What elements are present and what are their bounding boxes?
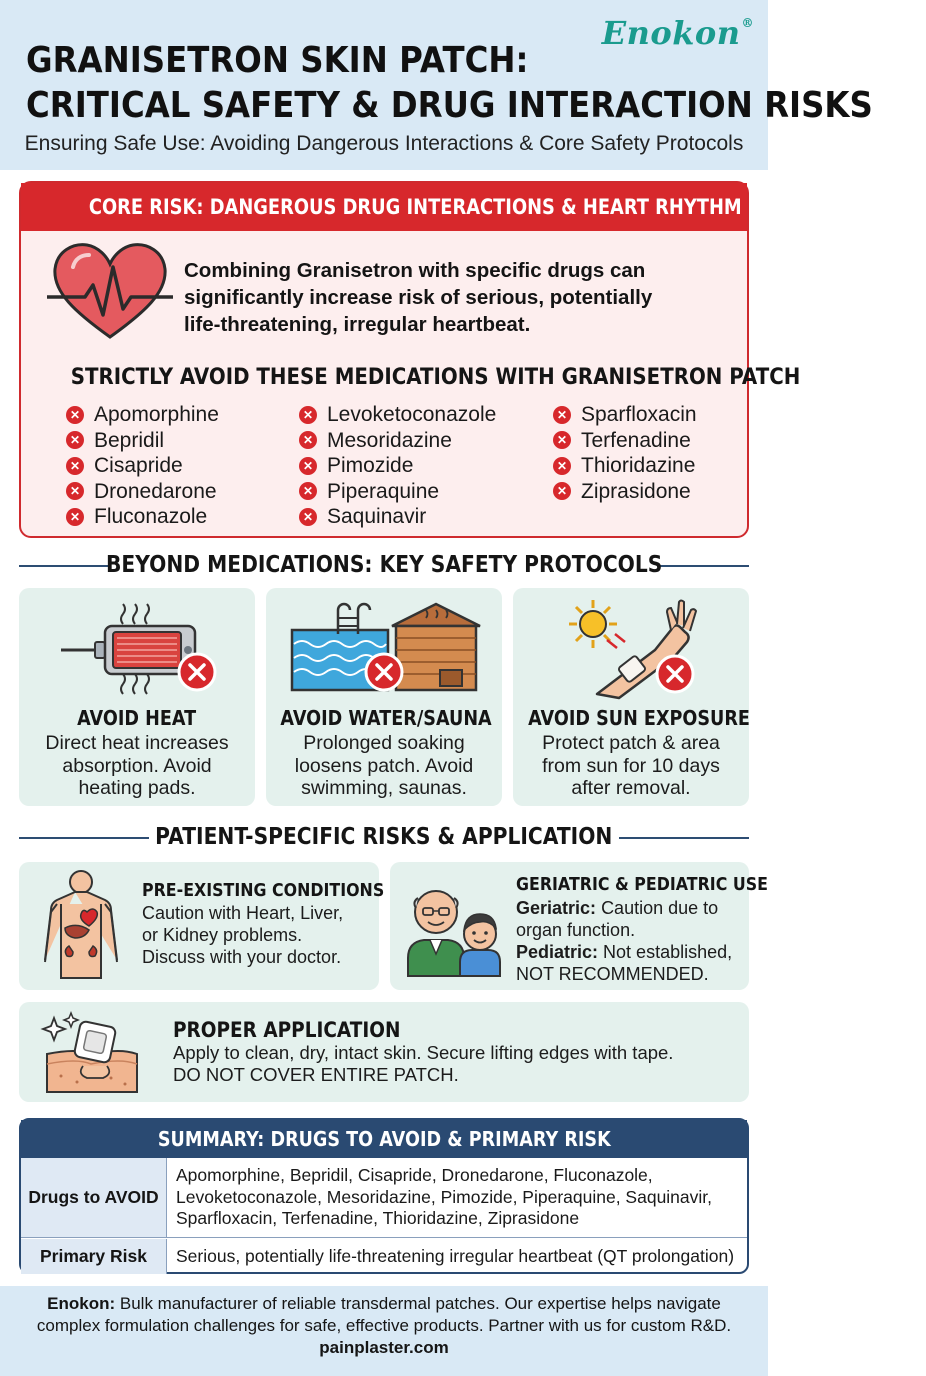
card-text-line: Direct heat increases bbox=[45, 732, 229, 754]
medication-item: ✕ Cisapride bbox=[66, 453, 219, 479]
avoid-sun-card bbox=[513, 588, 749, 806]
sun-arm-icon bbox=[563, 594, 703, 700]
geriatric-pediatric-title: GERIATRIC & PEDIATRIC USE bbox=[516, 874, 768, 895]
pool-sauna-icon bbox=[288, 596, 482, 700]
primary-risk-value: Serious, potentially life-threatening irregular heartbeat (QT prolongation) bbox=[176, 1246, 735, 1266]
card-text-line: Discuss with your doctor. bbox=[142, 947, 342, 967]
proper-application-text bbox=[173, 1042, 673, 1086]
medication-item: ✕ Pimozide bbox=[299, 453, 496, 479]
x-circle-icon: ✕ bbox=[299, 431, 317, 449]
primary-risk-label: Primary Risk bbox=[21, 1239, 167, 1274]
card-text-line: heating pads. bbox=[78, 777, 196, 799]
table-cell-line: Apomorphine, Bepridil, Cisapride, Dronedarone, Fluconazole, bbox=[176, 1165, 653, 1185]
header-banner bbox=[0, 0, 873, 170]
table-cell-line: Levoketoconazole, Mesoridazine, Pimozide, Piperaquine, Saquinavir, bbox=[176, 1186, 713, 1207]
medication-item: ✕ Levoketoconazole bbox=[299, 402, 496, 428]
core-risk-text-line: life-threatening, irregular heartbeat. bbox=[184, 313, 531, 336]
footer-line-1 bbox=[0, 1293, 768, 1315]
card-text-line: Prolonged soaking bbox=[303, 732, 465, 754]
pediatric-text-cont: NOT RECOMMENDED. bbox=[516, 964, 709, 984]
pre-existing-conditions-card bbox=[19, 862, 385, 990]
core-risk-text-line: significantly increase risk of serious, potentially bbox=[184, 286, 653, 309]
medication-item: ✕ Bepridil bbox=[66, 428, 219, 454]
summary-table bbox=[19, 1118, 749, 1274]
core-risk-text-line: Combining Granisetron with specific drugs can bbox=[184, 259, 646, 282]
proper-application-title: PROPER APPLICATION bbox=[173, 1018, 401, 1042]
patient-section-heading bbox=[19, 822, 749, 852]
medication-item: ✕ Piperaquine bbox=[299, 479, 496, 505]
pediatric-text: Not established, bbox=[603, 942, 733, 962]
heating-pad-icon bbox=[55, 598, 220, 698]
card-text-line: Apply to clean, dry, intact skin. Secure lifting edges with tape. bbox=[173, 1042, 674, 1063]
card-text-line: Caution with Heart, Liver, bbox=[142, 903, 344, 923]
x-circle-icon: ✕ bbox=[66, 508, 84, 526]
medication-item: ✕ Mesoridazine bbox=[299, 428, 496, 454]
patient-heading-text: PATIENT-SPECIFIC RISKS & APPLICATION bbox=[155, 824, 613, 850]
medication-column-3 bbox=[553, 402, 697, 504]
medication-item: ✕ Sparfloxacin bbox=[553, 402, 697, 428]
medication-item: ✕ Apomorphine bbox=[66, 402, 219, 428]
core-risk-panel bbox=[19, 181, 858, 538]
avoid-medications-heading: STRICTLY AVOID THESE MEDICATIONS WITH GRANISETRON PATCH bbox=[70, 364, 801, 390]
title-line-2: CRITICAL SAFETY & DRUG INTERACTION RISKS bbox=[26, 85, 873, 126]
table-row bbox=[21, 1239, 747, 1274]
card-text-line: absorption. Avoid bbox=[62, 754, 212, 777]
geriatric-label: Geriatric: bbox=[516, 898, 597, 918]
page-subtitle: Ensuring Safe Use: Avoiding Dangerous Interactions & Core Safety Protocols bbox=[24, 132, 744, 155]
geriatric-pediatric-card bbox=[390, 862, 768, 990]
x-circle-icon: ✕ bbox=[66, 406, 84, 424]
table-cell-line: Sparfloxacin, Terfenadine, Thioridazine, Ziprasidone bbox=[176, 1208, 580, 1228]
medication-column-1 bbox=[66, 402, 219, 530]
x-circle-icon: ✕ bbox=[553, 431, 571, 449]
medication-item: ✕ Saquinavir bbox=[299, 504, 496, 530]
medication-item: ✕ Terfenadine bbox=[553, 428, 697, 454]
avoid-water-title: AVOID WATER/SAUNA bbox=[280, 706, 492, 730]
x-circle-icon: ✕ bbox=[553, 482, 571, 500]
medication-column-2 bbox=[299, 402, 496, 530]
geriatric-line bbox=[516, 897, 732, 919]
pre-existing-conditions-text bbox=[142, 902, 343, 968]
summary-heading: SUMMARY: DRUGS TO AVOID & PRIMARY RISK bbox=[21, 1120, 747, 1158]
avoid-heat-text bbox=[19, 732, 255, 800]
proper-application-card bbox=[19, 1002, 749, 1102]
card-text-line: Protect patch & area bbox=[542, 732, 720, 754]
x-circle-icon: ✕ bbox=[66, 482, 84, 500]
card-text-line: loosens patch. Avoid bbox=[294, 754, 474, 777]
card-text-line: DO NOT COVER ENTIRE PATCH. bbox=[173, 1064, 459, 1085]
footer bbox=[0, 1286, 768, 1376]
geriatric-text-cont: organ function. bbox=[516, 920, 636, 940]
footer-url-link[interactable]: painplaster.com bbox=[319, 1338, 449, 1357]
card-text-line: after removal. bbox=[571, 777, 691, 799]
medication-item: ✕ Fluconazole bbox=[66, 504, 219, 530]
avoid-water-text bbox=[266, 732, 502, 800]
brand-logo: Enokon® bbox=[601, 14, 754, 52]
footer-line-2: complex formulation challenges for safe, effective products. Partner with us for custom R&D. bbox=[36, 1316, 732, 1335]
card-text-line: from sun for 10 days bbox=[542, 754, 720, 777]
x-circle-icon: ✕ bbox=[299, 508, 317, 526]
core-risk-text bbox=[184, 257, 724, 338]
medication-item: ✕ Dronedarone bbox=[66, 479, 219, 505]
page-title bbox=[26, 38, 873, 128]
x-circle-icon: ✕ bbox=[299, 457, 317, 475]
avoid-sun-text bbox=[513, 732, 749, 800]
title-line-1: GRANISETRON SKIN PATCH: bbox=[26, 40, 529, 81]
footer-text: Bulk manufacturer of reliable transdermal patches. Our expertise helps navigate bbox=[119, 1294, 721, 1313]
card-text-line: or Kidney problems. bbox=[142, 925, 303, 945]
avoid-sun-title: AVOID SUN EXPOSURE bbox=[528, 706, 750, 730]
elder-child-icon bbox=[402, 878, 506, 978]
x-circle-icon: ✕ bbox=[66, 457, 84, 475]
geriatric-text: Caution due to bbox=[601, 898, 719, 918]
x-circle-icon: ✕ bbox=[299, 406, 317, 424]
protocols-section-heading bbox=[19, 550, 749, 580]
body-organs-icon bbox=[31, 868, 131, 986]
skin-patch-icon bbox=[41, 1010, 141, 1096]
medication-item: ✕ Thioridazine bbox=[553, 453, 697, 479]
x-circle-icon: ✕ bbox=[553, 406, 571, 424]
avoid-water-sauna-card bbox=[266, 588, 502, 806]
core-risk-heading: CORE RISK: DANGEROUS DRUG INTERACTIONS & HEART RHYTHM PROBLEMS bbox=[21, 183, 747, 231]
medication-item: ✕ Ziprasidone bbox=[553, 479, 697, 505]
pediatric-line bbox=[516, 941, 732, 963]
x-circle-icon: ✕ bbox=[66, 431, 84, 449]
avoid-heat-title: AVOID HEAT bbox=[77, 706, 197, 730]
drugs-to-avoid-label: Drugs to AVOID bbox=[21, 1158, 167, 1237]
geriatric-pediatric-text bbox=[516, 897, 732, 985]
table-row bbox=[21, 1158, 747, 1238]
card-text-line: swimming, saunas. bbox=[301, 777, 467, 799]
x-circle-icon: ✕ bbox=[553, 457, 571, 475]
footer-brand: Enokon: bbox=[47, 1294, 116, 1313]
pediatric-label: Pediatric: bbox=[516, 942, 599, 962]
protocols-heading-text: BEYOND MEDICATIONS: KEY SAFETY PROTOCOLS bbox=[105, 552, 663, 578]
heart-rhythm-icon bbox=[45, 237, 175, 347]
pre-existing-conditions-title: PRE-EXISTING CONDITIONS bbox=[142, 880, 385, 901]
drugs-to-avoid-value bbox=[176, 1165, 741, 1230]
x-circle-icon: ✕ bbox=[299, 482, 317, 500]
avoid-heat-card bbox=[19, 588, 255, 806]
